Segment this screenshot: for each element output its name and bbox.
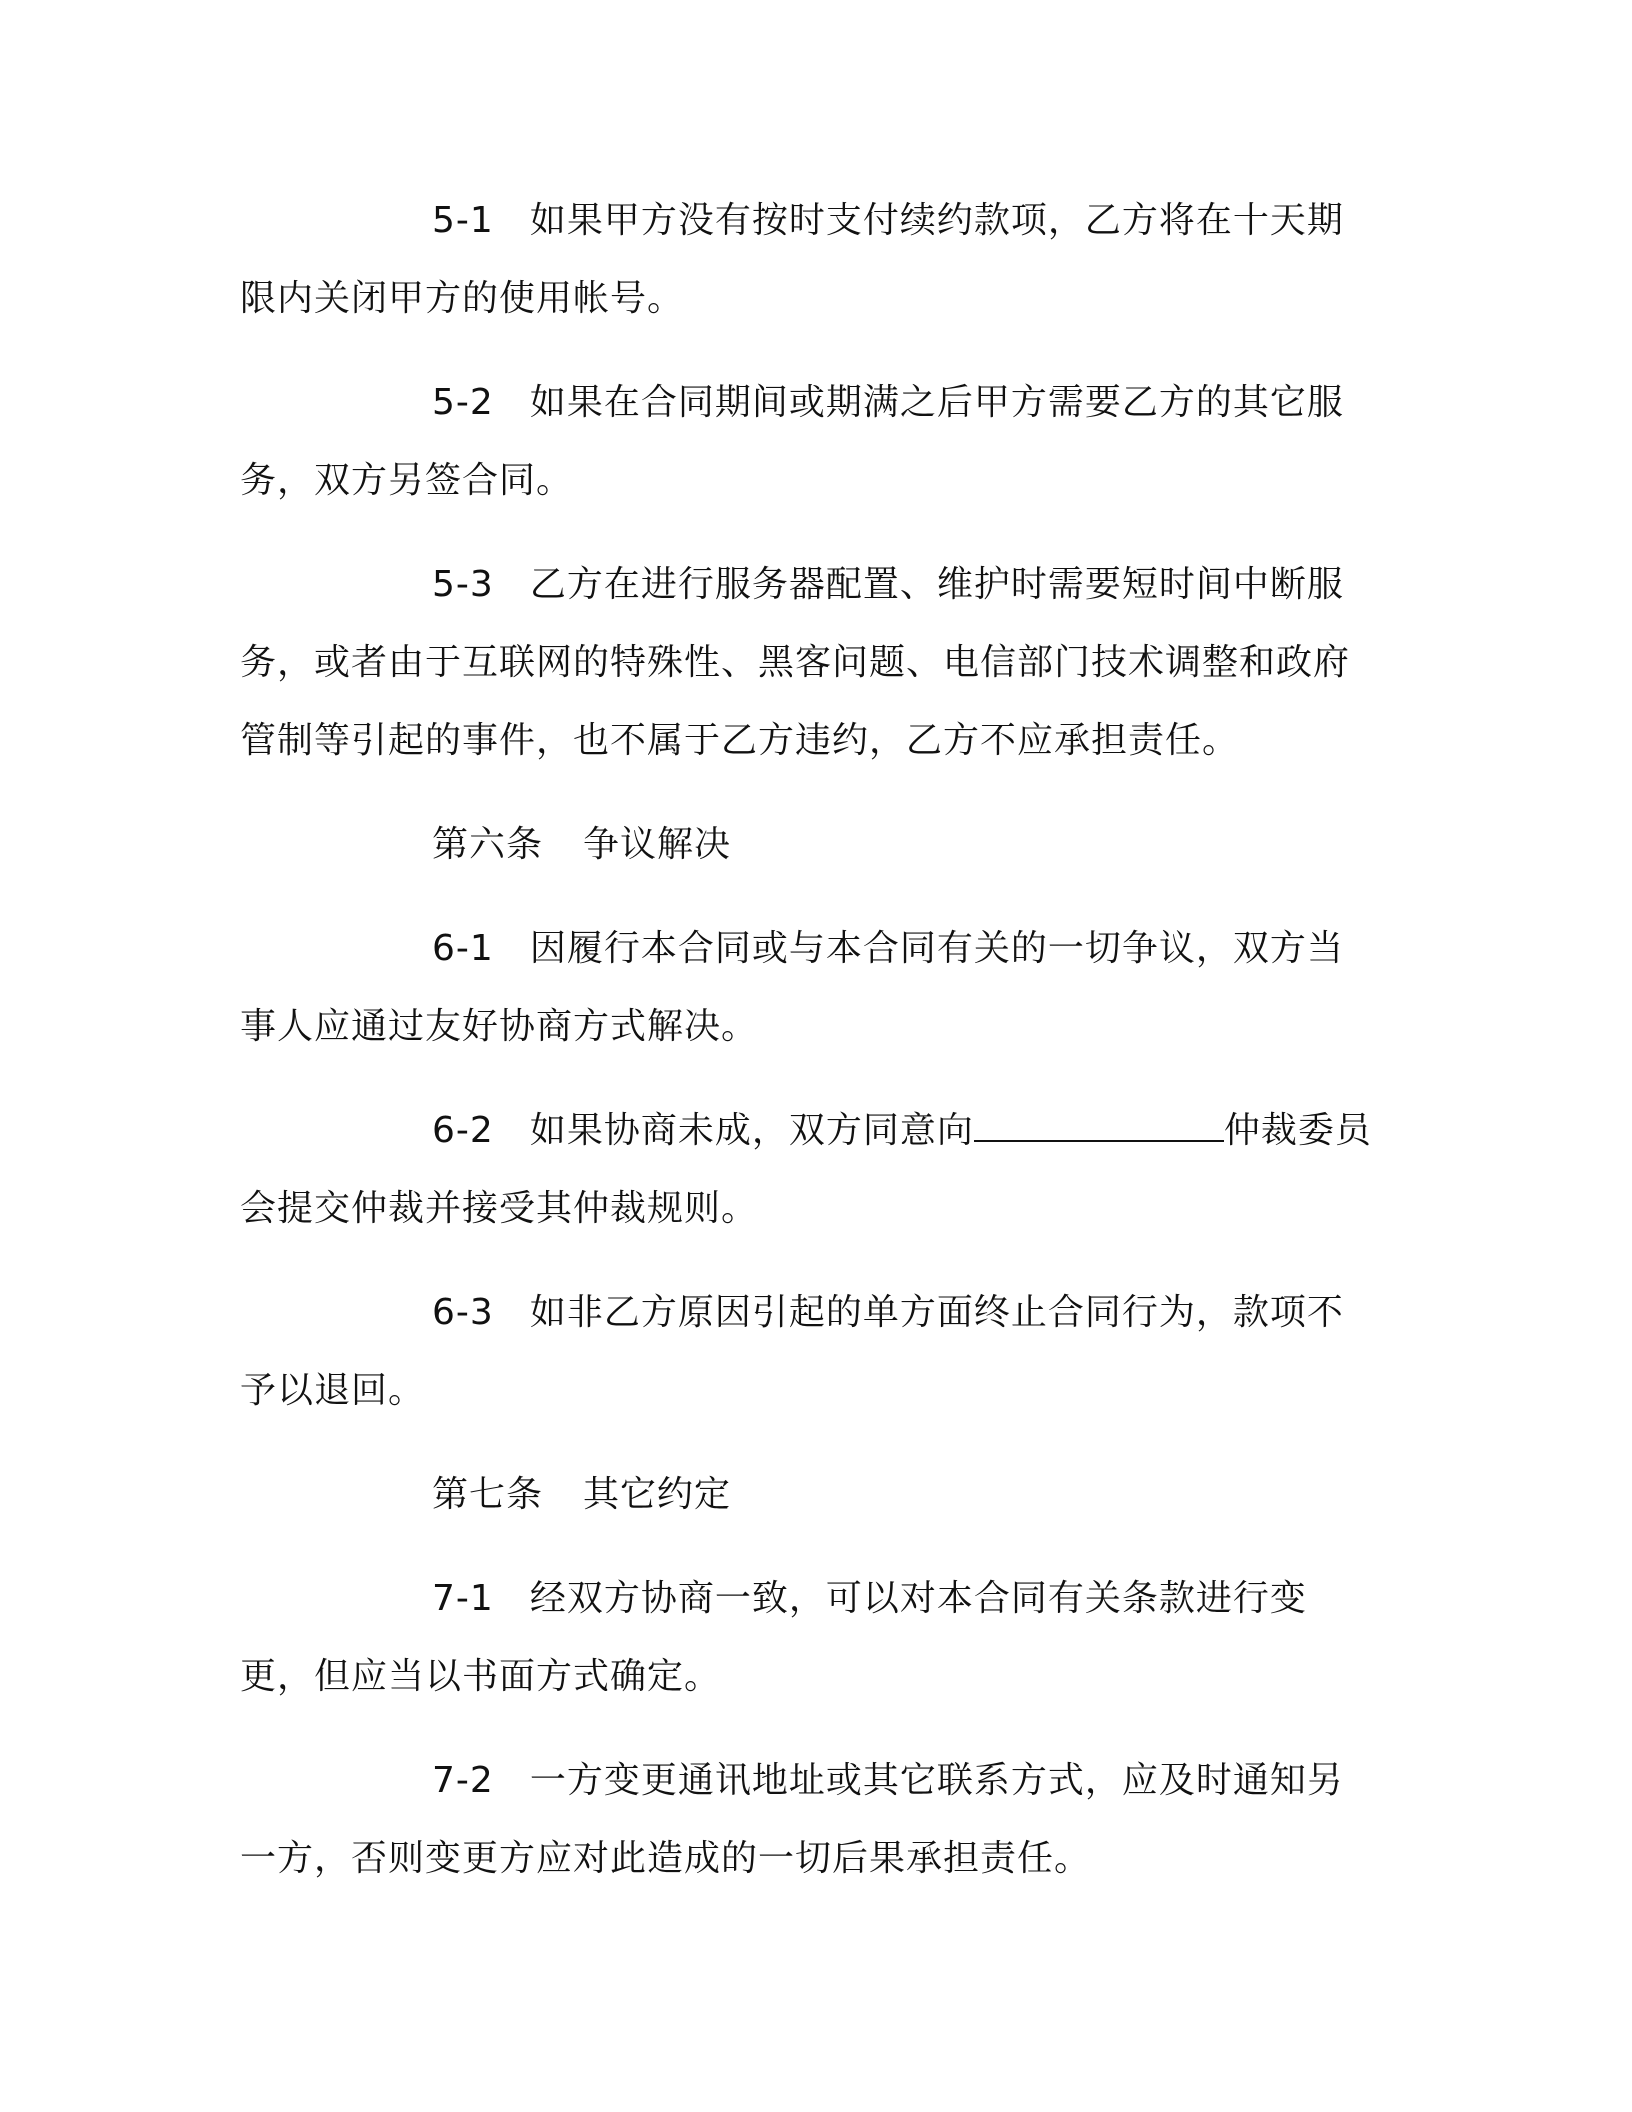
- article-title: 争议解决: [583, 824, 732, 865]
- arbitration-blank-line: [974, 1110, 1224, 1142]
- clause-6-1: [240, 910, 1380, 1066]
- article-number: 第六条: [432, 824, 544, 865]
- clause-text: 经双方协商一致，可以对本合同有关条款进行变更，但应当以书面方式确定。: [240, 1578, 1307, 1697]
- clause-number: 6-3: [432, 1292, 494, 1333]
- clause-7-2: [240, 1742, 1380, 1898]
- clause-number: 5-1: [432, 200, 494, 241]
- clause-text-after-blank: 仲裁委员会提交仲裁并接受其仲裁规则。: [240, 1110, 1372, 1229]
- clause-7-1: [240, 1560, 1380, 1716]
- clause-number: 6-1: [432, 928, 494, 969]
- clause-number: 6-2: [432, 1110, 494, 1151]
- clause-number: 5-2: [432, 382, 494, 423]
- article-7-heading: [240, 1456, 1380, 1534]
- clause-6-2: [240, 1092, 1380, 1248]
- clause-5-3: [240, 546, 1380, 780]
- article-number: 第七条: [432, 1474, 544, 1515]
- document-body: [240, 182, 1380, 1924]
- clause-number: 5-3: [432, 564, 494, 605]
- clause-number: 7-1: [432, 1578, 494, 1619]
- clause-text: 因履行本合同或与本合同有关的一切争议，双方当事人应通过友好协商方式解决。: [240, 928, 1344, 1047]
- clause-text-before-blank: 如果协商未成，双方同意向: [529, 1110, 974, 1151]
- clause-5-1: [240, 182, 1380, 338]
- article-6-heading: [240, 806, 1380, 884]
- clause-text: 如果在合同期间或期满之后甲方需要乙方的其它服务，双方另签合同。: [240, 382, 1344, 501]
- clause-text: 乙方在进行服务器配置、维护时需要短时间中断服务，或者由于互联网的特殊性、黑客问题、电信部门技术调整和政府管制等引起的事件，也不属于乙方违约，乙方不应承担责任。: [240, 564, 1351, 761]
- article-title: 其它约定: [583, 1474, 732, 1515]
- clause-6-3: [240, 1274, 1380, 1430]
- clause-text: 如果甲方没有按时支付续约款项，乙方将在十天期限内关闭甲方的使用帐号。: [240, 200, 1344, 319]
- clause-text: 一方变更通讯地址或其它联系方式，应及时通知另一方，否则变更方应对此造成的一切后果承担责任。: [240, 1760, 1344, 1879]
- clause-number: 7-2: [432, 1760, 494, 1801]
- clause-text: 如非乙方原因引起的单方面终止合同行为，款项不予以退回。: [240, 1292, 1344, 1411]
- clause-5-2: [240, 364, 1380, 520]
